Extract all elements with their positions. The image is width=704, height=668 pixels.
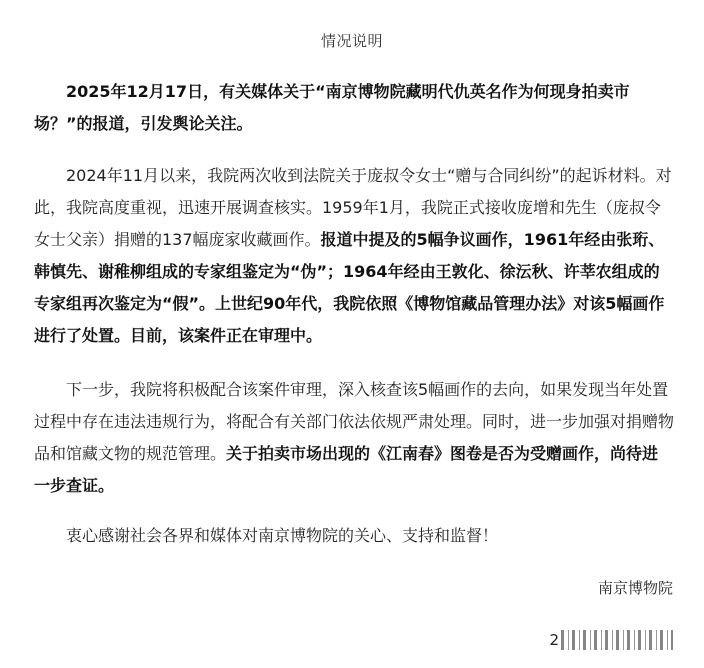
paragraph-thanks bbox=[34, 520, 674, 552]
date-line bbox=[549, 630, 673, 650]
paragraph-next-steps bbox=[34, 374, 674, 502]
paragraph-background bbox=[34, 160, 674, 352]
background-bold-text: 报道中提及的5幅争议画作，1961年经由张珩、韩慎先、谢稚柳组成的专家组鉴定为“伪”；1964年经由王敦化、徐沄秋、许莘农组成的专家组再次鉴定为“假”。上世纪90年代，我院依照《博物馆藏品管理办法》对该5幅画作进行了处置。目前，该案件正在审理中。 bbox=[34, 230, 665, 345]
date-text: 2 bbox=[549, 631, 559, 649]
watermark-overlay bbox=[561, 630, 673, 650]
intro-bold-text: 2025年12月17日，有关媒体关于“南京博物院藏明代仇英名作为何现身拍卖市场？”的报道，引发舆论关注。 bbox=[34, 82, 630, 133]
signature: 南京博物院 bbox=[597, 579, 673, 597]
paragraph-intro bbox=[34, 76, 674, 140]
next-steps-text: 下一步，我院将积极配合该案件审理，深入核查该5幅画作的去向，如果发现当年处置过程中存在违法违规行为，将配合有关部门依法依规严肃处理。同时，进一步加强对捐赠物品和馆藏文物的规范管理。 bbox=[34, 380, 675, 463]
next-steps-bold-text: 关于拍卖市场出现的《江南春》图卷是否为受赠画作，尚待进一步查证。 bbox=[34, 444, 659, 495]
thanks-text: 衷心感谢社会各界和媒体对南京博物院的关心、支持和监督！ bbox=[66, 526, 499, 545]
background-text: 2024年11月以来，我院两次收到法院关于庞叔令女士“赠与合同纠纷”的起诉材料。对此，我院高度重视，迅速开展调查核实。1959年1月，我院正式接收庞增和先生（庞叔令女士父亲）捐赠的137幅庞家收藏画作。 bbox=[34, 166, 672, 249]
document-title: 情况说明 bbox=[320, 32, 383, 50]
